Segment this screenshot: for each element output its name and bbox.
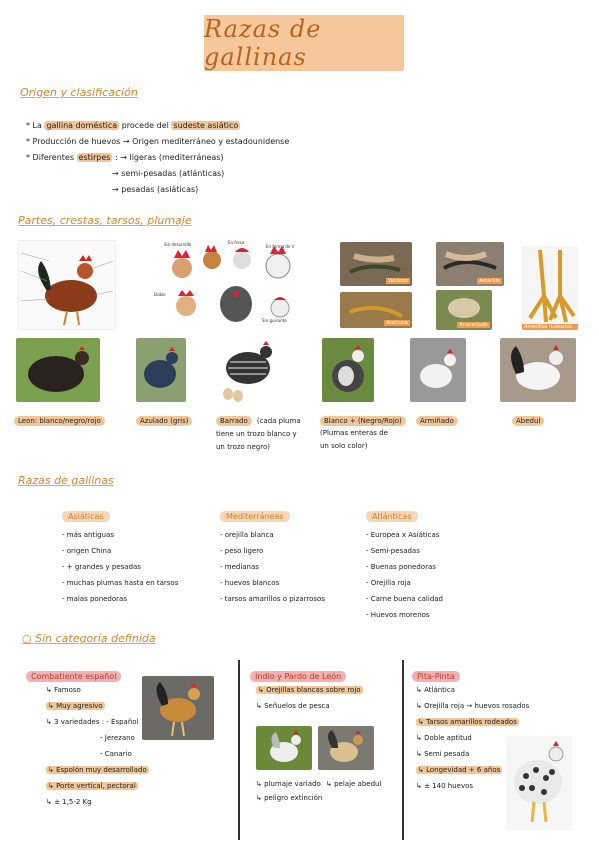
plumaje-label-abedul	[512, 408, 544, 427]
svg-text:Sin desarrollo: Sin desarrollo	[164, 242, 192, 247]
origin-heading: Origen y clasificación	[20, 86, 138, 99]
list-item: - + grandes y pesadas	[62, 563, 141, 571]
asiaticas-column	[62, 504, 212, 607]
plumaje-photo-leon	[16, 338, 100, 402]
indio-caption-3: ↳ pelaje abedul	[326, 780, 382, 788]
page-title	[204, 15, 404, 71]
blanco-note: un solo color)	[320, 442, 368, 450]
indio-photo-1	[256, 726, 312, 770]
origin-text: * La	[26, 121, 42, 130]
mediterraneas-column	[220, 504, 350, 607]
list-item: - Jerezano	[100, 734, 135, 742]
list-item: - Huevos morenos	[366, 611, 430, 619]
indio-photo-2	[318, 726, 374, 770]
combatiente-photo	[142, 676, 214, 740]
combs-icon	[150, 238, 310, 330]
barrado-note: (cada pluma	[256, 417, 301, 425]
hen-icon	[256, 726, 312, 770]
list-item: ↳ Doble aptitud	[416, 734, 472, 742]
list-item: ↳ 3 variedades : - Español	[46, 718, 139, 726]
blanco-note: (Plumas enteras de	[320, 429, 388, 437]
list-item: ↳ Atlántica	[416, 686, 455, 694]
list-item: - medianas	[220, 563, 259, 571]
list-item: - muchas plumas hasta en tarsos	[62, 579, 179, 587]
list-item: - huevos blancos	[220, 579, 280, 587]
tarso-photo-anaranjado	[436, 290, 492, 330]
list-item: - origen China	[62, 547, 112, 555]
origin-line-2: * Producción de huevos → Origen mediterráneo y estadounidense	[26, 137, 290, 146]
column-divider	[238, 660, 240, 840]
list-item: ↳ ± 1,5-2 Kg	[46, 798, 92, 806]
barrado-note: un trozo negro)	[216, 443, 270, 451]
barrado-note: tiene un trozo blanco y	[216, 430, 297, 438]
indio-caption-1: ↳ plumaje variado	[256, 780, 321, 788]
hen-icon	[16, 338, 100, 402]
origin-text: : → ligeras (mediterráneas)	[115, 153, 224, 162]
mediterraneas-title: Mediterráneas	[220, 511, 290, 522]
pita-title	[412, 664, 460, 683]
combatiente-title-text: Combatiente español	[26, 671, 121, 682]
indio-caption-2: ↳ peligro extinción	[256, 794, 323, 802]
list-item: - Canario	[100, 750, 132, 758]
plumaje-label-blanco	[320, 408, 406, 453]
list-item: - Europea x Asiáticas	[366, 531, 440, 539]
tarso-photo-amarillos-rodeados	[522, 246, 578, 330]
tarso-tag: Aceituna	[386, 320, 408, 326]
plumaje-label-leon	[14, 408, 105, 427]
indio-title-text: Indio y Pardo de León	[250, 671, 346, 682]
chicken-feet-icon	[522, 246, 578, 330]
svg-text:En forma de V: En forma de V	[266, 244, 295, 249]
list-item: ↳ Semi pesada	[416, 750, 470, 758]
circle-icon: ○	[22, 632, 32, 645]
list-item: ↳ Orejillas blancas sobre rojo	[258, 686, 361, 694]
page-title-text: Razas de gallinas	[204, 15, 322, 71]
tarso-tag: Verdoso	[388, 278, 408, 284]
hen-icon	[136, 338, 186, 402]
list-item: ↳ Porte vertical, pectoral	[48, 782, 136, 790]
indio-list	[256, 682, 396, 714]
tarso-tag: Amarillo	[479, 278, 500, 284]
pita-photo	[506, 736, 572, 830]
origin-highlight: estirpes	[78, 153, 111, 162]
hen-icon	[410, 338, 466, 402]
tarso-photo-verdoso	[340, 242, 412, 286]
speckled-hen-icon	[506, 736, 572, 830]
plumaje-label-arminado	[416, 408, 458, 427]
indio-title	[250, 664, 346, 683]
rooster-icon	[318, 726, 374, 770]
combatiente-title	[26, 664, 121, 683]
list-item: - Semi-pesadas	[366, 547, 420, 555]
list-item: ↳ Señuelos de pesca	[256, 702, 330, 710]
list-item: - peso ligero	[220, 547, 264, 555]
list-item: ↳ Longevidad + 6 años	[418, 766, 501, 774]
atlanticas-title: Atlánticas	[366, 511, 418, 522]
plumaje-label: Leon: blanco/negro/rojo	[14, 416, 105, 426]
rooster-icon	[500, 338, 576, 402]
plumaje-photo-arminado	[410, 338, 466, 402]
list-item: - orejilla blanca	[220, 531, 274, 539]
origin-text: * Diferentes	[26, 153, 74, 162]
plumaje-label: Abedul	[512, 416, 544, 426]
origin-line-3	[26, 150, 326, 166]
tarso-photo-amarillo	[436, 242, 504, 286]
list-item: ↳ Orejilla roja → huevos rosados	[416, 702, 530, 710]
plumaje-label-barrado	[216, 408, 301, 454]
svg-text:Doble: Doble	[154, 292, 166, 297]
plumaje-photo-abedul	[500, 338, 576, 402]
column-divider	[402, 660, 404, 840]
list-item: - Buenas ponedoras	[366, 563, 436, 571]
tarso-photo-aceituna	[340, 292, 412, 328]
origin-line-5: → pesadas (asiáticas)	[112, 185, 199, 194]
mediterraneas-list	[220, 527, 350, 607]
list-item: - Carne buena calidad	[366, 595, 443, 603]
razas-heading: Razas de gallinas	[18, 474, 114, 487]
plumaje-photo-blanco	[322, 338, 374, 402]
list-item: - tarsos amarillos o pizarrosos	[220, 595, 325, 603]
plumaje-label: Azulado (gris)	[136, 416, 192, 426]
origin-text: procede del	[121, 121, 169, 130]
anatomy-diagram	[18, 240, 116, 330]
list-item: ↳ Espolón muy desarrollado	[48, 766, 147, 774]
list-item: ↳ ± 140 huevos	[416, 782, 474, 790]
list-item: ↳ Famoso	[46, 686, 81, 694]
tarso-tag: Anaranjado	[459, 322, 488, 328]
plumaje-label: Barrado	[216, 416, 252, 426]
plumaje-photo-barrado	[216, 338, 280, 402]
plumaje-photo-azulado	[136, 338, 186, 402]
list-item: - más antiguas	[62, 531, 114, 539]
asiaticas-list	[62, 527, 212, 607]
plumaje-label: Armiñado	[416, 416, 458, 426]
hen-icon	[216, 338, 280, 402]
tarso-tag: Amarillos rodeados	[522, 324, 578, 330]
atlanticas-column	[366, 504, 496, 623]
plumaje-label: Blanco + (Negro/Rojo)	[320, 416, 406, 426]
svg-text:Sin guisante: Sin guisante	[262, 318, 287, 323]
plumaje-label-azulado	[136, 408, 192, 427]
parts-heading: Partes, crestas, tarsos, plumaje	[18, 214, 192, 227]
origin-highlight: gallina doméstica	[46, 121, 118, 130]
sin-categoria-title: Sin categoría definida	[35, 632, 156, 645]
atlanticas-list	[366, 527, 496, 623]
list-item: ↳ Tarsos amarillos rodeados	[418, 718, 517, 726]
origin-line-4: → semi-pesadas (atlánticas)	[112, 169, 225, 178]
origin-highlight: sudeste asiático	[173, 121, 239, 130]
combs-diagram	[150, 238, 310, 330]
rooster-anatomy-icon	[19, 241, 115, 329]
asiaticas-title: Asiáticas	[62, 511, 110, 522]
list-item: - malas ponedoras	[62, 595, 127, 603]
list-item: - Orejilla roja	[366, 579, 411, 587]
origin-line-1	[26, 118, 326, 134]
sin-categoria-heading	[22, 632, 156, 645]
pita-title-text: Pita-Pinta	[412, 671, 460, 682]
svg-text:En fresa: En fresa	[228, 240, 245, 245]
list-item: ↳ Muy agresivo	[48, 702, 103, 710]
hen-icon	[322, 338, 374, 402]
rooster-icon	[142, 676, 214, 740]
